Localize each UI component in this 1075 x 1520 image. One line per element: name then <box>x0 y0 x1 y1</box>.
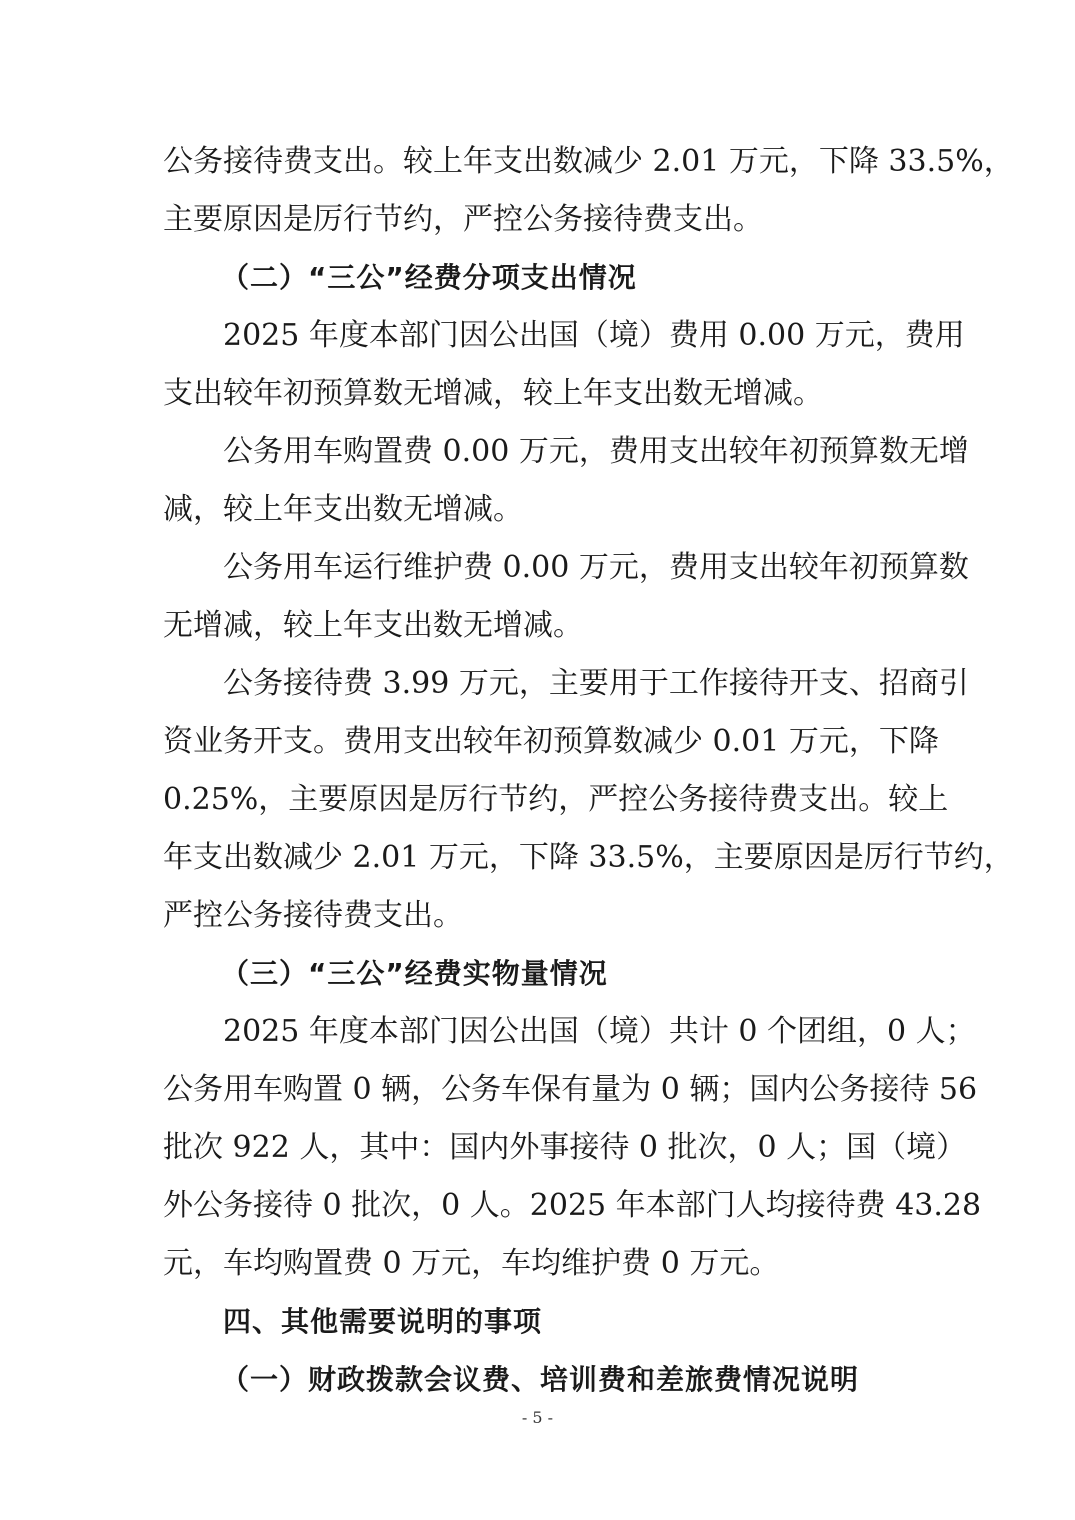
paragraph-line: 外公务接待 0 批次，0 人。2025 年本部门人均接待费 43.28 <box>163 1188 982 1223</box>
document-body <box>163 133 1014 1409</box>
paragraph-line: 公务用车购置 0 辆，公务车保有量为 0 辆；国内公务接待 56 <box>163 1072 978 1107</box>
section-heading: （二）“三公”经费分项支出情况 <box>221 261 637 294</box>
paragraph-line: 资业务开支。费用支出较年初预算数减少 0.01 万元，下降 <box>163 724 939 759</box>
paragraph-line: 批次 922 人，其中：国内外事接待 0 批次，0 人；国（境） <box>163 1130 967 1165</box>
paragraph-line: 无增减，较上年支出数无增减。 <box>163 608 583 643</box>
paragraph-line: 2025 年度本部门因公出国（境）费用 0.00 万元，费用 <box>223 318 965 353</box>
paragraph-line: 公务接待费支出。较上年支出数减少 2.01 万元，下降 33.5%， <box>163 144 1014 179</box>
paragraph-line: 公务用车运行维护费 0.00 万元，费用支出较年初预算数 <box>223 550 969 585</box>
paragraph-line: 公务接待费 3.99 万元，主要用于工作接待开支、招商引 <box>223 666 969 701</box>
paragraph-line: 减，较上年支出数无增减。 <box>163 492 523 527</box>
section-heading: （一）财政拨款会议费、培训费和差旅费情况说明 <box>221 1363 860 1396</box>
paragraph-line: 2025 年度本部门因公出国（境）共计 0 个团组，0 人； <box>223 1014 976 1049</box>
paragraph-line: 0.25%，主要原因是厉行节约，严控公务接待费支出。较上 <box>163 782 949 817</box>
chapter-heading: 四、其他需要说明的事项 <box>223 1305 543 1338</box>
section-heading: （三）“三公”经费实物量情况 <box>221 957 608 990</box>
paragraph-line: 元，车均购置费 0 万元，车均维护费 0 万元。 <box>163 1246 780 1281</box>
paragraph-line: 年支出数减少 2.01 万元，下降 33.5%，主要原因是厉行节约， <box>163 840 1014 875</box>
paragraph-line: 主要原因是厉行节约，严控公务接待费支出。 <box>163 202 763 237</box>
page-number: - 5 - <box>521 1408 554 1427</box>
paragraph-line: 严控公务接待费支出。 <box>163 898 463 933</box>
paragraph-line: 公务用车购置费 0.00 万元，费用支出较年初预算数无增 <box>223 434 969 469</box>
paragraph-line: 支出较年初预算数无增减，较上年支出数无增减。 <box>163 376 823 411</box>
